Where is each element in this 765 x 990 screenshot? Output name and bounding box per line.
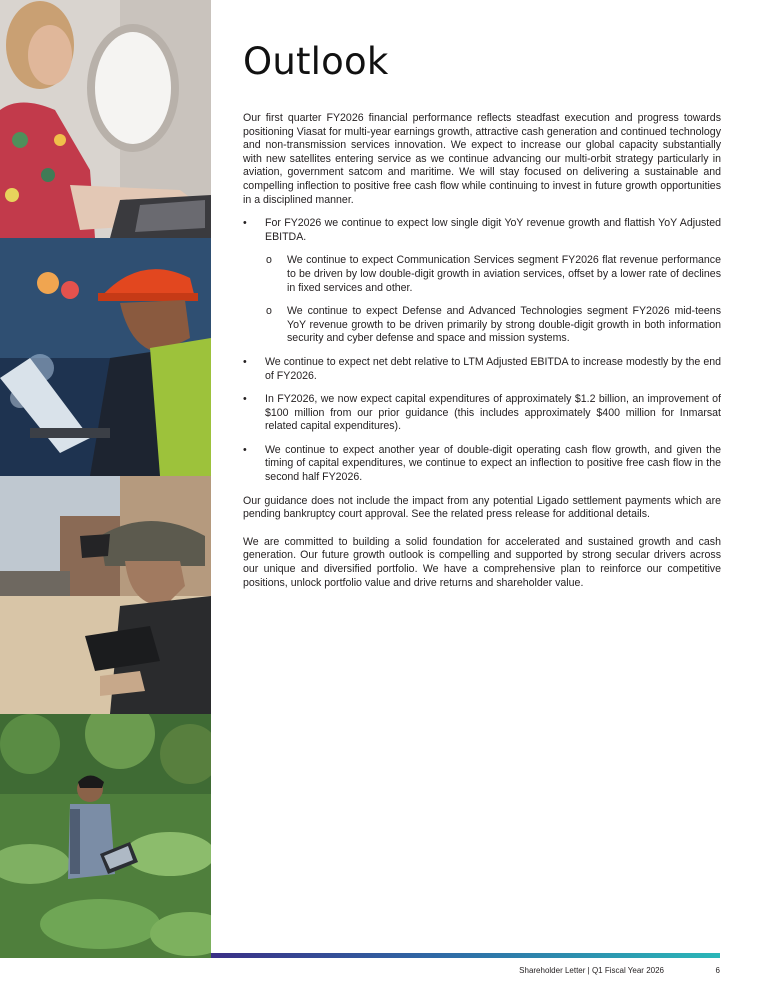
sub-bullet-item: o We continue to expect Communication Services segment FY2026 flat revenue performance to be driven by low double-digit growth in aviation services, offset by a lower rate of declines in fixed services and other.	[265, 254, 721, 295]
sub-bullet-item: o We continue to expect Defense and Advanced Technologies segment FY2026 mid-teens YoY revenue growth to be driven primarily by strong double-digit growth in both information security and cyber defense and space and mission systems.	[265, 305, 721, 346]
intro-paragraph: Our first quarter FY2026 financial performance reflects steadfast execution and progress towards positioning Viasat for multi-year earnings growth, attractive cash generation and continued technology and non-transmission services innovation. We expect to increase our global capacity substantially with new satellites entering service as we continue advancing our multi-orbit strategy particularly in aviation, government satcom and maritime. We will stay focused on delivering a sustainable and compelling inflection to positive free cash flow while continuing to invest in future growth opportunities in a disciplined manner.	[243, 112, 721, 206]
photo-woman-airplane-laptop	[0, 0, 211, 238]
commitment-paragraph: We are committed to building a solid foundation for accelerated and sustained growth and cash generation. Our future growth outlook is compelling and supported by strong secular drivers across our unique and diversified portfolio. We have a comprehensive plan to reinforce our competitive positions, unlock portfolio value and drive returns and shareholder value.	[243, 535, 721, 589]
bullet-text: • For FY2026 we continue to expect low single digit YoY revenue growth and flattish YoY Adjusted EBITDA.	[265, 217, 721, 243]
guidance-paragraph: Our guidance does not include the impact from any potential Ligado settlement payments which are pending bankruptcy court approval. See the related press release for additional details.	[243, 494, 721, 521]
bullet-item	[243, 393, 721, 434]
bullet-text: • We continue to expect net debt relative to LTM Adjusted EBITDA to increase modestly by the end of FY2026.	[265, 355, 721, 382]
sub-bullet-list	[265, 254, 721, 346]
page-title: Outlook	[243, 40, 389, 83]
main-content	[243, 40, 721, 604]
photo-strip	[0, 0, 211, 958]
photo-soldier-equipment	[0, 476, 211, 714]
bullet-item	[243, 217, 721, 346]
page-number: 6	[715, 966, 720, 975]
footer-gradient-bar	[211, 953, 720, 958]
bullet-item	[243, 444, 721, 485]
footer-label: Shareholder Letter | Q1 Fiscal Year 2026	[519, 966, 664, 975]
bullet-list	[243, 217, 721, 485]
photo-engineer-hardhat	[0, 238, 211, 476]
bullet-text: • In FY2026, we now expect capital expenditures of approximately $1.2 billion, an improvement of $100 million from our prior guidance (this includes approximately $400 million for Inmarsat related capital expenditures).	[265, 393, 721, 433]
bullet-item	[243, 356, 721, 383]
photo-farmer-tablet-field	[0, 714, 211, 958]
bullet-text: • We continue to expect another year of double-digit operating cash flow growth, and given the timing of capital expenditures, we continue to expect an inflection to positive free cash flow in the second half FY2026.	[265, 443, 721, 484]
